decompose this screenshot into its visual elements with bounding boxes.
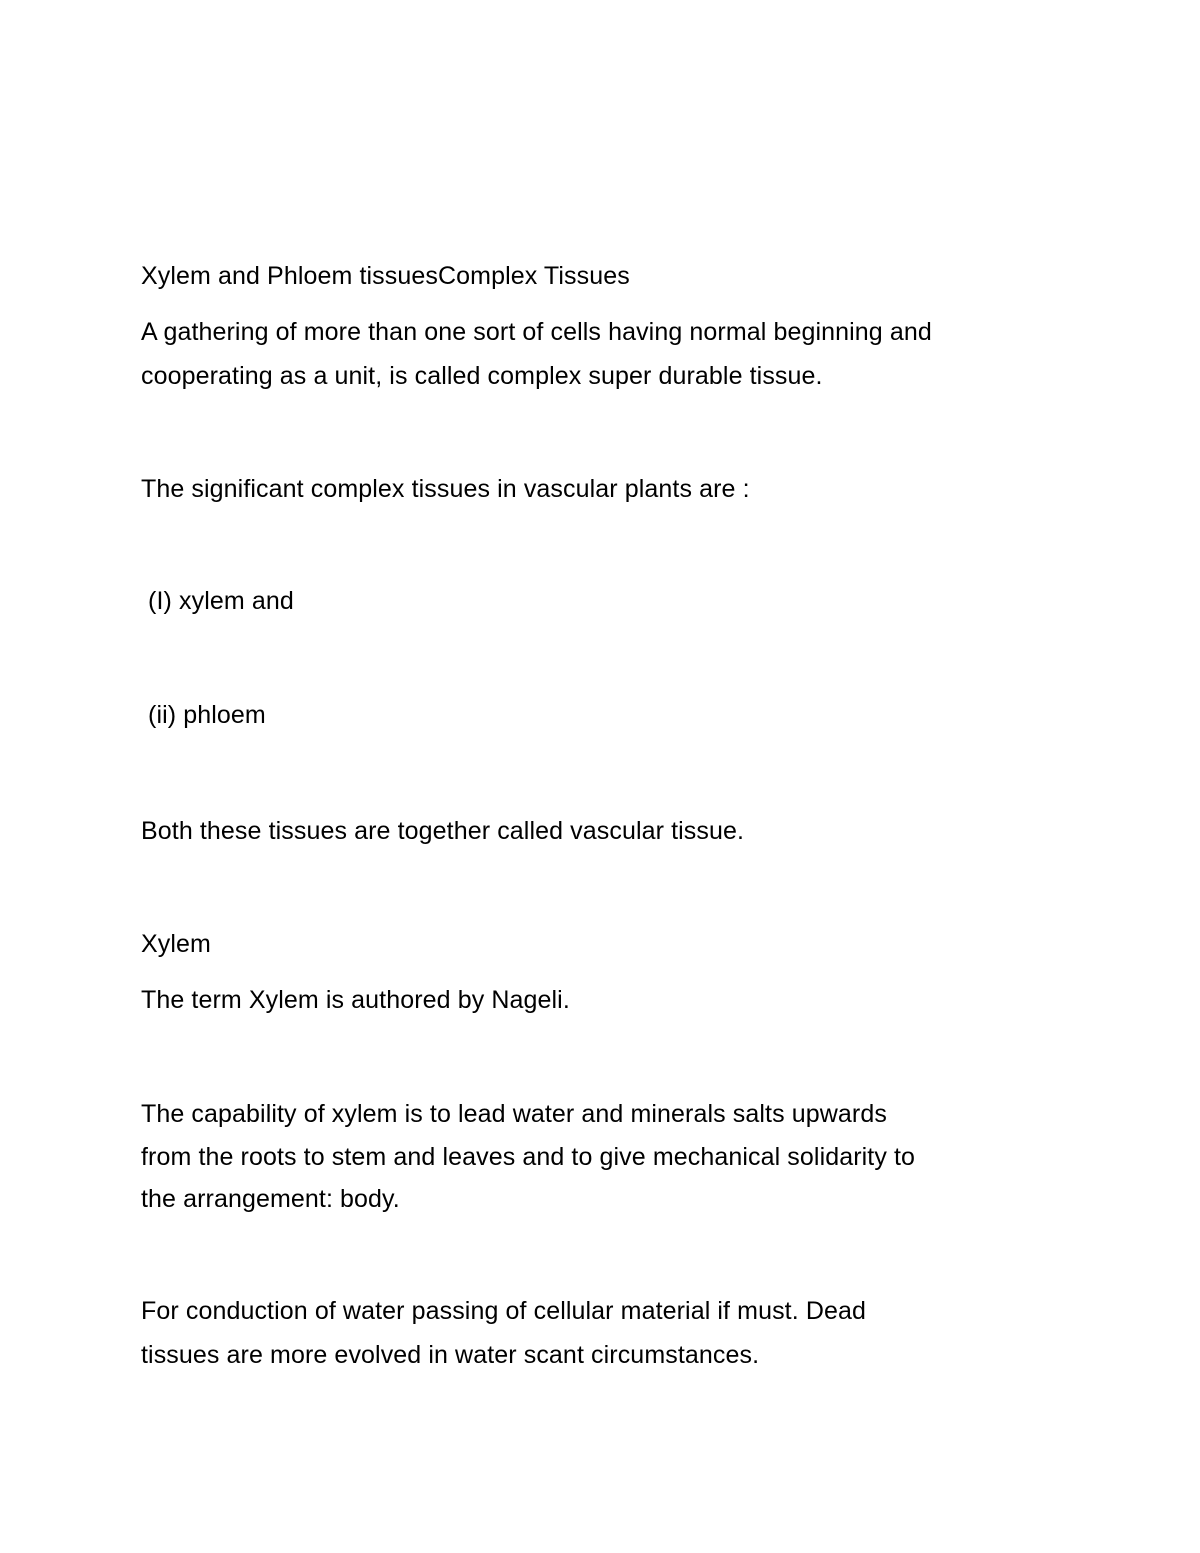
paragraph-line: The term Xylem is authored by Nageli. xyxy=(141,986,570,1014)
paragraph-line: from the roots to stem and leaves and to give mechanical solidarity to xyxy=(141,1143,916,1171)
paragraph-line: the arrangement: body. xyxy=(141,1185,400,1213)
paragraph-line: tissues are more evolved in water scant circumstances. xyxy=(141,1341,760,1369)
list-item: (ii) phloem xyxy=(141,701,266,729)
paragraph-line: Both these tissues are together called vascular tissue. xyxy=(141,817,745,845)
paragraph-line: The significant complex tissues in vascular plants are : xyxy=(141,475,750,503)
section-heading: Xylem xyxy=(141,930,211,958)
document-title: Xylem and Phloem tissuesComplex Tissues xyxy=(141,262,630,290)
list-item: (I) xylem and xyxy=(141,587,294,615)
paragraph-line: For conduction of water passing of cellular material if must. Dead xyxy=(141,1297,866,1325)
paragraph-line: cooperating as a unit, is called complex super durable tissue. xyxy=(141,362,823,390)
paragraph-line: The capability of xylem is to lead water and minerals salts upwards xyxy=(141,1100,887,1128)
paragraph-line: A gathering of more than one sort of cells having normal beginning and xyxy=(141,318,932,346)
